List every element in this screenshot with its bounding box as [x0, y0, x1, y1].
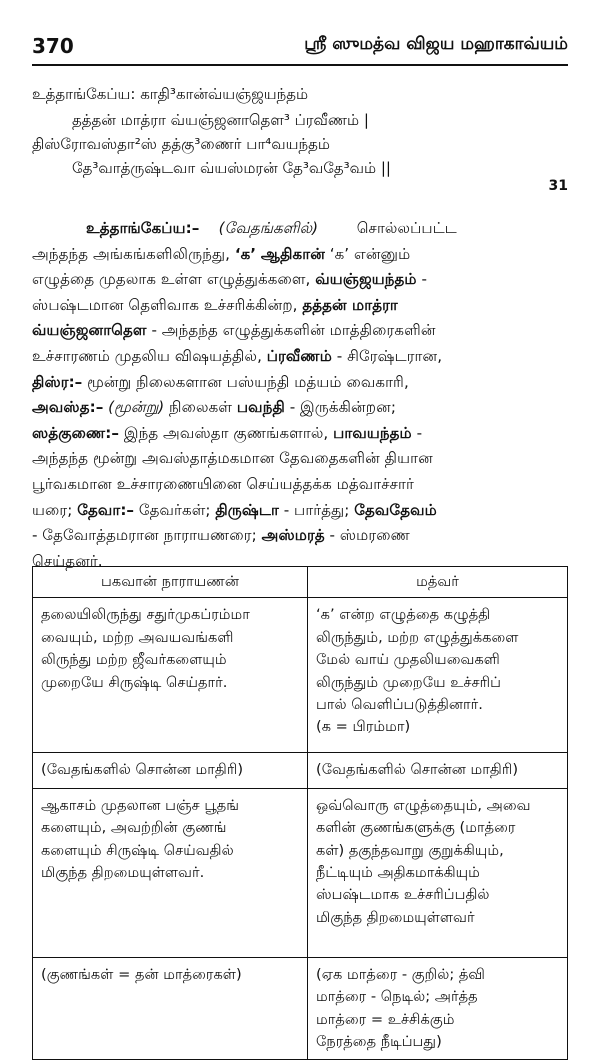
- commentary-line: [32, 523, 568, 549]
- table-row: [33, 957, 568, 1060]
- cell-line: மேல் வாய் முதலியவைகளி: [316, 651, 500, 669]
- commentary-text: ஸ்பஷ்டமான தெளிவாக உச்சரிக்கின்ற,: [32, 295, 298, 314]
- commentary-term: உத்தாங்கேப்ய:–: [86, 219, 200, 237]
- cell-line: வையும், மற்ற அவயவங்களி: [41, 628, 234, 646]
- commentary-text: மூன்று நிலைகளான பஸ்யந்தி மத்யம் வைகாரி,: [87, 372, 409, 391]
- cell-line: மிகுந்த திறமையுள்ளவர்.: [41, 864, 205, 882]
- commentary-term: ப்ரவீணம்: [266, 346, 332, 365]
- verse-line: திஸ்ரோவஸ்தா²ஸ் தத்கு³ணைர் பா⁴வயந்தம்: [32, 135, 330, 153]
- cell-line: நீட்டியும் அதிகமாக்கியும்: [316, 864, 480, 882]
- commentary-line: [32, 344, 568, 370]
- column-header-bhagavan: பகவான் நாராயணன்: [33, 567, 308, 598]
- commentary-term: அவஸ்த:–: [32, 398, 104, 417]
- cell-line: (வேதங்களில் சொன்ன மாதிரி): [41, 761, 244, 779]
- table-cell-left: [33, 788, 308, 957]
- table-cell-right: [308, 788, 568, 957]
- verse-line: உத்தாங்கேப்ய: காதி³கான்வ்யஞ்ஜயந்தம்: [32, 85, 309, 103]
- cell-line: நேரத்தை நீடிப்பது): [316, 1033, 442, 1051]
- table-row: [33, 753, 568, 788]
- commentary-term: தத்தன் மாத்ரா: [302, 295, 398, 314]
- table-row: [33, 788, 568, 957]
- commentary-text: - அந்தந்த எழுத்துக்களின் மாத்திரைகளின்: [151, 321, 436, 340]
- commentary-text: நிலைகள்: [169, 398, 233, 417]
- commentary-text: உச்சாரணம் முதலிய விஷயத்தில்,: [32, 346, 262, 365]
- commentary-line: [32, 293, 568, 319]
- cell-line: முறையே சிருஷ்டி செய்தார்.: [41, 673, 228, 691]
- page-number: 370: [32, 34, 74, 58]
- commentary-line: [32, 267, 568, 293]
- commentary-line: [32, 498, 568, 524]
- commentary-line: [32, 242, 568, 268]
- commentary-text: - தேவோத்தமரான நாராயணரை;: [32, 526, 257, 545]
- table-row: [33, 598, 568, 753]
- commentary-text: -: [421, 270, 427, 289]
- commentary-term: ஆதிகான்: [260, 244, 325, 263]
- table-cell-right: [308, 957, 568, 1060]
- commentary-term: தேவதேவம்: [354, 500, 437, 519]
- cell-line: களின் குணங்களுக்கு (மாத்ரை: [316, 819, 516, 837]
- commentary-paren: (மூன்று): [108, 398, 165, 417]
- commentary-term: பாவயந்தம்: [333, 423, 412, 442]
- cell-line: லிருந்து மற்ற ஜீவர்களையும்: [41, 651, 227, 669]
- commentary-term: ‘க’: [234, 244, 257, 263]
- cell-line: களையும், அவற்றின் குணங்: [41, 819, 227, 837]
- verse-number: 31: [548, 178, 568, 194]
- commentary-text: - இருக்கின்றன;: [289, 398, 396, 417]
- commentary-term: ஸத்குணை:–: [32, 423, 119, 442]
- commentary-line: [32, 216, 568, 242]
- cell-line: லிருந்தும், மற்ற எழுத்துக்களை: [316, 628, 519, 646]
- commentary-line: [32, 318, 568, 344]
- comparison-table: [32, 566, 568, 1060]
- commentary-line: [32, 395, 568, 421]
- verse-line: தே³வாத்ருஷ்டவா வ்யஸ்மரன் தே³வதே³வம் ||: [72, 159, 391, 177]
- commentary-line: செய்தனர்.: [32, 551, 103, 570]
- table-cell-right: [308, 753, 568, 788]
- cell-line: (ஏக மாத்ரை - குறில்; த்வி: [316, 965, 486, 983]
- commentary-text: எழுத்தை முதலாக உள்ள எழுத்துக்களை,: [32, 270, 311, 289]
- commentary-text: தேவர்கள்;: [138, 500, 211, 519]
- cell-line: ஆகாசம் முதலான பஞ்ச பூதங்: [41, 796, 240, 814]
- commentary-term: வ்யஞ்ஜயந்தம்: [315, 270, 417, 289]
- commentary-text: இந்த அவஸ்தா குணங்களால்,: [123, 423, 329, 442]
- cell-line: பால் வெளிப்படுத்தினார்.: [316, 696, 483, 714]
- commentary-term: திஸ்ர:–: [32, 372, 83, 391]
- cell-line: மாத்ரை - நெடில்; அர்த்த: [316, 988, 478, 1006]
- table-cell-left: [33, 957, 308, 1060]
- commentary-text: -: [416, 423, 423, 442]
- commentary-text: - பார்த்து;: [283, 500, 350, 519]
- commentary-paren: (வேதங்களில்): [218, 219, 319, 237]
- commentary-term: தேவா:–: [77, 500, 134, 519]
- commentary-text: யரை;: [32, 500, 73, 519]
- cell-line: மாத்ரை = உச்சிக்கும்: [316, 1010, 455, 1028]
- cell-line: (குணங்கள் = தன் மாத்ரைகள்): [41, 965, 242, 983]
- verse-line: தத்தன் மாத்ரா வ்யஞ்ஜனாதௌ³ ப்ரவீணம் |: [72, 111, 369, 129]
- commentary-line: அந்தந்த மூன்று அவஸ்தாத்மகமான தேவதைகளின் தியான: [32, 449, 433, 468]
- table-cell-left: [33, 598, 308, 753]
- commentary-text: - ஸ்மரணை: [329, 526, 410, 545]
- commentary-line: [32, 370, 568, 396]
- commentary-line: பூர்வகமான உச்சாரணையினை செய்யத்தக்க மத்வாச்சார்: [32, 474, 414, 493]
- cell-line: கள்) தகுந்தவாறு குறுக்கியும்,: [316, 841, 504, 859]
- cell-line: மிகுந்த திறமையுள்ளவர்: [316, 908, 475, 926]
- cell-line: (க = பிரம்மா): [316, 718, 411, 736]
- word-by-word-commentary: [32, 216, 568, 574]
- cell-line: ஒவ்வொரு எழுத்தையும், அவை: [316, 796, 531, 814]
- page-header: [32, 30, 568, 66]
- table-cell-right: [308, 598, 568, 753]
- commentary-term: பவந்தி: [236, 398, 285, 417]
- commentary-term: வ்யஞ்ஜனாதௌ: [32, 321, 147, 340]
- running-head: ஸ்ரீ ஸுமத்வ விஜய மஹாகாவ்யம்: [304, 34, 568, 54]
- table-header-row: [33, 567, 568, 598]
- commentary-text: - சிரேஷ்டரான,: [336, 346, 443, 365]
- cell-line: ‘க’ என்ற எழுத்தை கழுத்தி: [316, 606, 491, 624]
- commentary-text: ‘க’ என்னும்: [329, 244, 411, 263]
- cell-line: களையும் சிருஷ்டி செய்வதில்: [41, 841, 234, 859]
- cell-line: தலையிலிருந்து சதுர்முகப்ரம்மா: [41, 606, 250, 624]
- commentary-term: அஸ்மரத்: [261, 526, 325, 545]
- cell-line: ஸ்பஷ்டமாக உச்சரிப்பதில்: [316, 886, 490, 904]
- column-header-madhva: மத்வர்: [308, 567, 568, 598]
- cell-line: லிருந்தும் முறையே உச்சரிப்: [316, 673, 502, 691]
- table-cell-left: [33, 753, 308, 788]
- commentary-text: அந்தந்த அங்கங்களிலிருந்து,: [32, 244, 230, 263]
- cell-line: (வேதங்களில் சொன்ன மாதிரி): [316, 761, 519, 779]
- commentary-text: சொல்லப்பட்ட: [356, 219, 457, 237]
- commentary-term: திருஷ்டா: [215, 500, 279, 519]
- commentary-line: [32, 421, 568, 447]
